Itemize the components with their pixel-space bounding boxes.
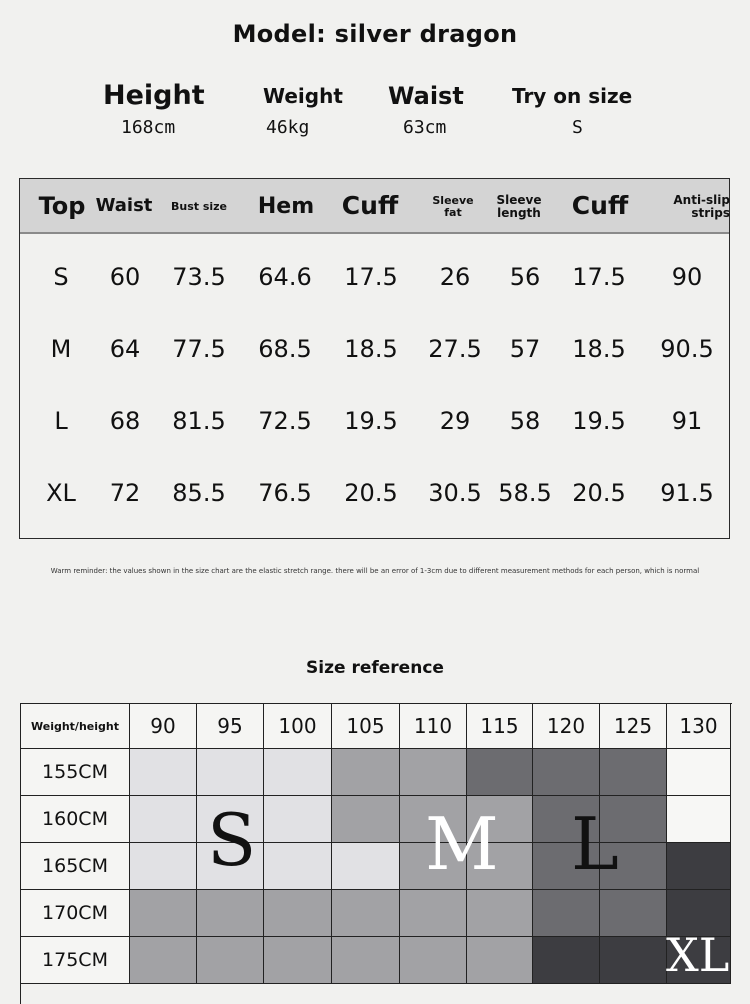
size-zone-cell xyxy=(667,749,731,796)
cell-cuff: 18.5 xyxy=(344,335,398,363)
cell-bust: 73.5 xyxy=(172,263,226,291)
stat-waist-label: Waist xyxy=(388,82,464,110)
header-anti-slip-strips: Anti-slip strips xyxy=(673,192,730,220)
cell-size: L xyxy=(54,407,68,435)
size-zone-label-m: M xyxy=(425,802,499,886)
cell-sleeve-length: 56 xyxy=(509,263,541,291)
size-chart-header xyxy=(20,179,729,234)
size-zone-cell xyxy=(533,890,600,937)
cell-sleeve-fat: 26 xyxy=(439,263,471,291)
size-chart-table xyxy=(19,178,730,539)
cell-waist: 60 xyxy=(109,263,141,291)
cell-hem: 72.5 xyxy=(258,407,312,435)
stat-waist-value: 63cm xyxy=(403,117,447,138)
size-zone-cell xyxy=(332,890,400,937)
weight-header: 100 xyxy=(264,704,332,749)
size-zone-cell xyxy=(332,843,400,890)
size-zone-cell xyxy=(467,749,533,796)
size-zone-cell xyxy=(533,749,600,796)
size-reference-title: Size reference xyxy=(306,658,444,678)
cell-cuff: 17.5 xyxy=(344,263,398,291)
weight-header: 120 xyxy=(533,704,600,749)
cell-sleeve-length: 58 xyxy=(509,407,541,435)
size-zone-label-l: L xyxy=(571,802,619,886)
stat-weight-value: 46kg xyxy=(266,117,310,138)
header-sleeve-fat: Sleeve fat xyxy=(432,193,474,219)
size-zone-cell xyxy=(130,796,197,843)
size-zone-cell xyxy=(130,890,197,937)
height-label: 175CM xyxy=(21,937,130,984)
size-reference-grid xyxy=(21,704,731,982)
size-zone-cell xyxy=(400,890,467,937)
size-zone-cell xyxy=(600,937,667,984)
header-hem: Hem xyxy=(257,193,315,219)
size-zone-cell xyxy=(332,937,400,984)
cell-anti-slip: 91 xyxy=(671,407,703,435)
height-label: 165CM xyxy=(21,843,130,890)
cell-sleeve-fat: 29 xyxy=(439,407,471,435)
cell-hem: 76.5 xyxy=(258,479,312,507)
weight-header: 125 xyxy=(600,704,667,749)
size-zone-cell xyxy=(400,749,467,796)
size-zone-cell xyxy=(600,890,667,937)
header-bust-size: Bust size xyxy=(170,199,228,213)
cell-sleeve-fat: 30.5 xyxy=(428,479,482,507)
cell-sleeve-length: 58.5 xyxy=(498,479,552,507)
size-zone-cell xyxy=(130,843,197,890)
cell-cuff-2: 17.5 xyxy=(572,263,626,291)
cell-sleeve-length: 57 xyxy=(509,335,541,363)
cell-anti-slip: 90.5 xyxy=(660,335,714,363)
cell-size: XL xyxy=(46,479,76,507)
size-zone-cell xyxy=(467,937,533,984)
size-zone-cell xyxy=(264,796,332,843)
size-zone-cell xyxy=(264,843,332,890)
cell-hem: 68.5 xyxy=(258,335,312,363)
header-sleeve-length: Sleeve length xyxy=(496,192,542,220)
cell-waist: 72 xyxy=(109,479,141,507)
cell-waist: 68 xyxy=(109,407,141,435)
size-zone-cell xyxy=(600,749,667,796)
cell-anti-slip: 91.5 xyxy=(660,479,714,507)
weight-header: 95 xyxy=(197,704,264,749)
size-zone-cell xyxy=(667,796,731,843)
size-zone-cell xyxy=(197,890,264,937)
cell-cuff-2: 20.5 xyxy=(572,479,626,507)
size-zone-cell xyxy=(667,843,731,890)
height-label: 170CM xyxy=(21,890,130,937)
header-top: Top xyxy=(38,191,86,220)
cell-hem: 64.6 xyxy=(258,263,312,291)
cell-cuff: 19.5 xyxy=(344,407,398,435)
header-waist: Waist xyxy=(95,195,153,217)
cell-bust: 77.5 xyxy=(172,335,226,363)
cell-cuff-2: 18.5 xyxy=(572,335,626,363)
size-zone-cell xyxy=(130,749,197,796)
warm-reminder: Warm reminder: the values shown in the size chart are the elastic stretch range. there will be an error of 1-3cm due to different measurement methods for each person, which is normal xyxy=(50,567,700,575)
weight-header: 105 xyxy=(332,704,400,749)
cell-bust: 81.5 xyxy=(172,407,226,435)
header-cuff: Cuff xyxy=(341,191,399,221)
stat-weight-label: Weight xyxy=(263,84,343,108)
weight-header: 130 xyxy=(667,704,731,749)
size-zone-label-s: S xyxy=(207,798,257,882)
cell-cuff: 20.5 xyxy=(344,479,398,507)
height-label: 160CM xyxy=(21,796,130,843)
size-zone-cell xyxy=(332,796,400,843)
stat-height-value: 168cm xyxy=(121,117,176,138)
size-zone-cell xyxy=(467,890,533,937)
header-cuff-2: Cuff xyxy=(571,191,629,221)
size-zone-label-xl: XL xyxy=(666,928,730,982)
weight-header: 110 xyxy=(400,704,467,749)
size-zone-cell xyxy=(400,937,467,984)
size-zone-cell xyxy=(197,749,264,796)
size-zone-cell xyxy=(332,749,400,796)
cell-bust: 85.5 xyxy=(172,479,226,507)
page-title: Model: silver dragon xyxy=(232,20,518,48)
stat-height-label: Height xyxy=(103,80,205,111)
cell-cuff-2: 19.5 xyxy=(572,407,626,435)
cell-anti-slip: 90 xyxy=(671,263,703,291)
size-zone-cell xyxy=(264,937,332,984)
cell-waist: 64 xyxy=(109,335,141,363)
stat-try-on-label: Try on size xyxy=(512,84,633,108)
height-label: 155CM xyxy=(21,749,130,796)
size-zone-cell xyxy=(533,937,600,984)
size-zone-cell xyxy=(197,937,264,984)
size-zone-cell xyxy=(264,890,332,937)
cell-size: M xyxy=(50,335,72,363)
corner-label: Weight/height xyxy=(21,704,130,749)
size-zone-cell xyxy=(264,749,332,796)
size-zone-cell xyxy=(130,937,197,984)
weight-header: 115 xyxy=(467,704,533,749)
weight-header: 90 xyxy=(130,704,197,749)
stat-try-on-value: S xyxy=(572,117,583,138)
cell-sleeve-fat: 27.5 xyxy=(428,335,482,363)
cell-size: S xyxy=(53,263,69,291)
